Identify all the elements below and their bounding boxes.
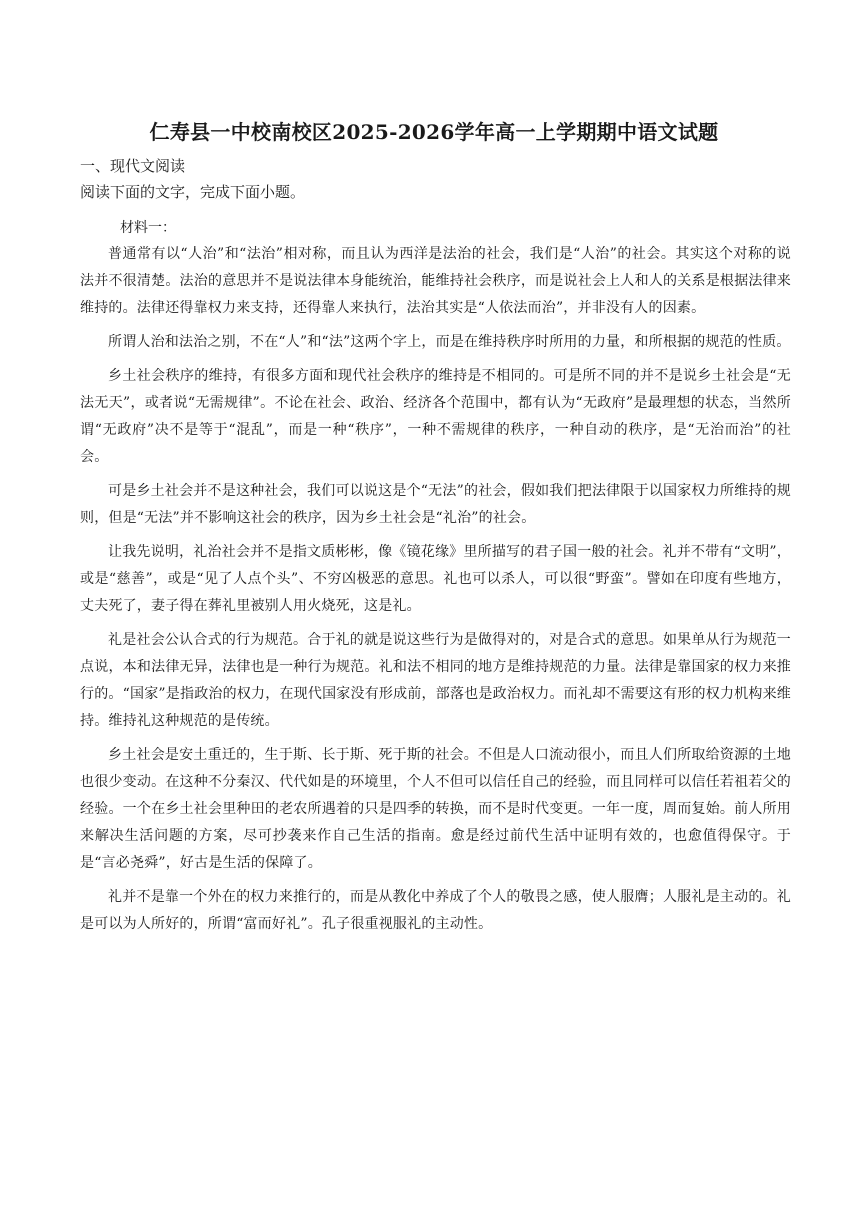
passage-paragraph: 普通常有以“人治”和“法治”相对称，而且认为西洋是法治的社会，我们是“人治”的社会。其实这个对称的说法并不很清楚。法治的意思并不是说法律本身能统治，能维持社会秩序，而是说社会上人和人的关系是根据法律来维持的。法律还得靠权力来支持，还得靠人来执行，法治其实是“人依法而治”，并非没有人的因素。	[80, 246, 791, 316]
passage-paragraph: 礼是社会公认合式的行为规范。合于礼的就是说这些行为是做得对的，对是合式的意思。如果单从行为规范一点说，本和法律无异，法律也是一种行为规范。礼和法不相同的地方是维持规范的力量。法律是靠国家的权力来推行的。“国家”是指政治的权力，在现代国家没有形成前，部落也是政治权力。而礼却不需要这有形的权力机构来维持。维持礼这种规范的是传统。	[80, 632, 791, 729]
page-title: 仁寿县一中校南校区2025-2026学年高一上学期期中语文试题	[149, 120, 719, 144]
passage-paragraph: 让我先说明，礼治社会并不是指文质彬彬，像《镜花缘》里所描写的君子国一般的社会。礼并不带有“文明”，或是“慈善”，或是“见了人点个头”、不穷凶极恶的意思。礼也可以杀人，可以很“野蛮”。譬如在印度有些地方，丈夫死了，妻子得在葬礼里被别人用火烧死，这是礼。	[80, 544, 791, 614]
material-label: 材料一：	[120, 220, 176, 236]
passage-paragraph: 乡土社会秩序的维持，有很多方面和现代社会秩序的维持是不相同的。可是所不同的并不是说乡土社会是“无法无天”，或者说“无需规律”。不论在社会、政治、经济各个范围中，都有认为“无政府”是最理想的状态，当然所谓“无政府”决不是等于“混乱”，而是一种“秩序”，一种不需规律的秩序，一种自动的秩序，是“无治而治”的社会。	[80, 368, 791, 465]
passage-paragraph: 可是乡土社会并不是这种社会，我们可以说这是个“无法”的社会，假如我们把法律限于以国家权力所维持的规则，但是“无法”并不影响这社会的秩序，因为乡土社会是“礼治”的社会。	[80, 483, 791, 526]
passage-paragraph: 礼并不是靠一个外在的权力来推行的，而是从教化中养成了个人的敬畏之感，使人服膺；人服礼是主动的。礼是可以为人所好的，所谓“富而好礼”。孔子很重视服礼的主动性。	[80, 889, 791, 932]
reading-passage	[80, 241, 791, 938]
reading-instruction: 阅读下面的文字，完成下面小题。	[80, 183, 306, 201]
section-heading: 一、现代文阅读	[80, 157, 186, 175]
passage-paragraph: 所谓人治和法治之别，不在“人”和“法”这两个字上，而是在维持秩序时所用的力量，和所根据的规范的性质。	[108, 334, 791, 350]
passage-paragraph: 乡土社会是安土重迁的，生于斯、长于斯、死于斯的社会。不但是人口流动很小，而且人们所取给资源的土地也很少变动。在这种不分秦汉、代代如是的环境里，个人不但可以信任自己的经验，而且同样可以信任若祖若父的经验。一个在乡土社会里种田的老农所遇着的只是四季的转换，而不是时代变更。一年一度，周而复始。前人所用来解决生活问题的方案，尽可抄袭来作自己生活的指南。愈是经过前代生活中证明有效的，也愈值得保守。于是“言必尧舜”，好古是生活的保障了。	[80, 747, 791, 871]
